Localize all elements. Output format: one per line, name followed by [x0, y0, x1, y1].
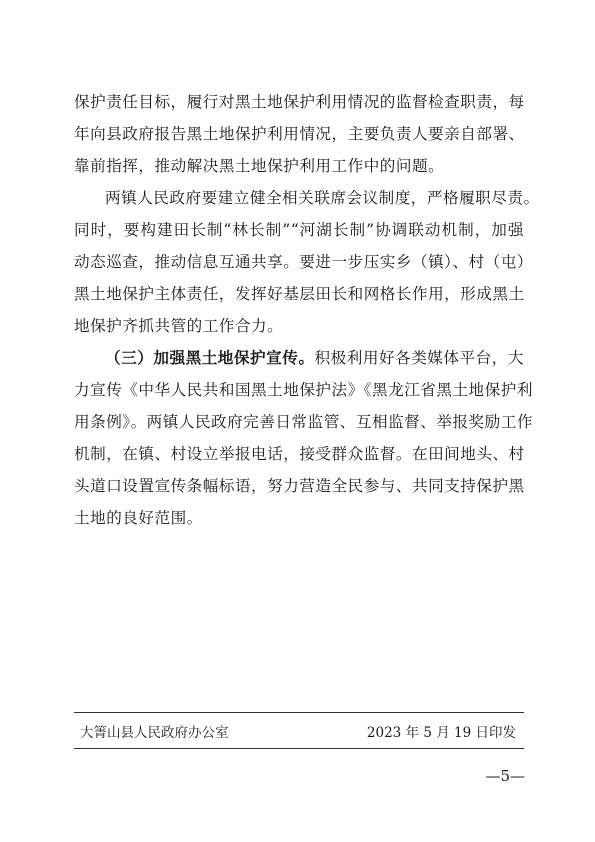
text-line-with-heading [74, 342, 524, 374]
text-line: 靠前指挥，推动解决黑土地保护利用工作中的问题。 [74, 157, 445, 175]
text-line: 用条例》。两镇人民政府完善日常监管、互相监督、举报奖励工作 [74, 413, 533, 431]
issue-date: 2023 年 5 月 19 日印发 [366, 725, 516, 741]
text-line: 同时，要构建田长制“林长制”“河湖长制”协调联动机制，加强 [74, 221, 524, 239]
text-line: 保护责任目标，履行对黑土地保护利用情况的监督检查职责，每 [74, 93, 525, 111]
text-run: 积极利用好各类媒体平台，大 [314, 349, 524, 367]
paragraph-2 [74, 182, 540, 342]
section-heading: （三）加强黑土地保护宣传。 [105, 349, 315, 367]
page-number: —5— [485, 767, 525, 785]
text-line: 地保护齐抓共管的工作合力。 [74, 317, 284, 335]
text-line: 机制，在镇、村设立举报电话，接受群众监督。在田间地头、村 [74, 445, 525, 463]
paragraph-1 [74, 86, 524, 182]
text-line: 头道口设置宣传条幅标语，努力营造全民参与、共同支持保护黑 [74, 477, 525, 495]
footer-top-rule [74, 712, 524, 713]
footer-bottom-rule [74, 748, 524, 749]
text-line: 土地的良好范围。 [74, 509, 203, 527]
text-line: 年向县政府报告黑土地保护利用情况，主要负责人要亲自部署、 [74, 125, 525, 143]
issuer-name: 大箐山县人民政府办公室 [80, 725, 229, 741]
text-line: 两镇人民政府要建立健全相关联席会议制度，严格履职尽责。 [105, 189, 540, 207]
text-line: 黑土地保护主体责任，发挥好基层田长和网格长作用，形成黑土 [74, 285, 525, 303]
document-body [74, 86, 540, 534]
footer-issuer-row [80, 723, 516, 743]
text-line: 力宣传《中华人民共和国黑土地保护法》《黑龙江省黑土地保护利 [74, 381, 533, 399]
text-line: 动态巡查，推动信息互通共享。要进一步压实乡（镇）、村（屯） [74, 253, 533, 271]
paragraph-3 [74, 342, 533, 534]
